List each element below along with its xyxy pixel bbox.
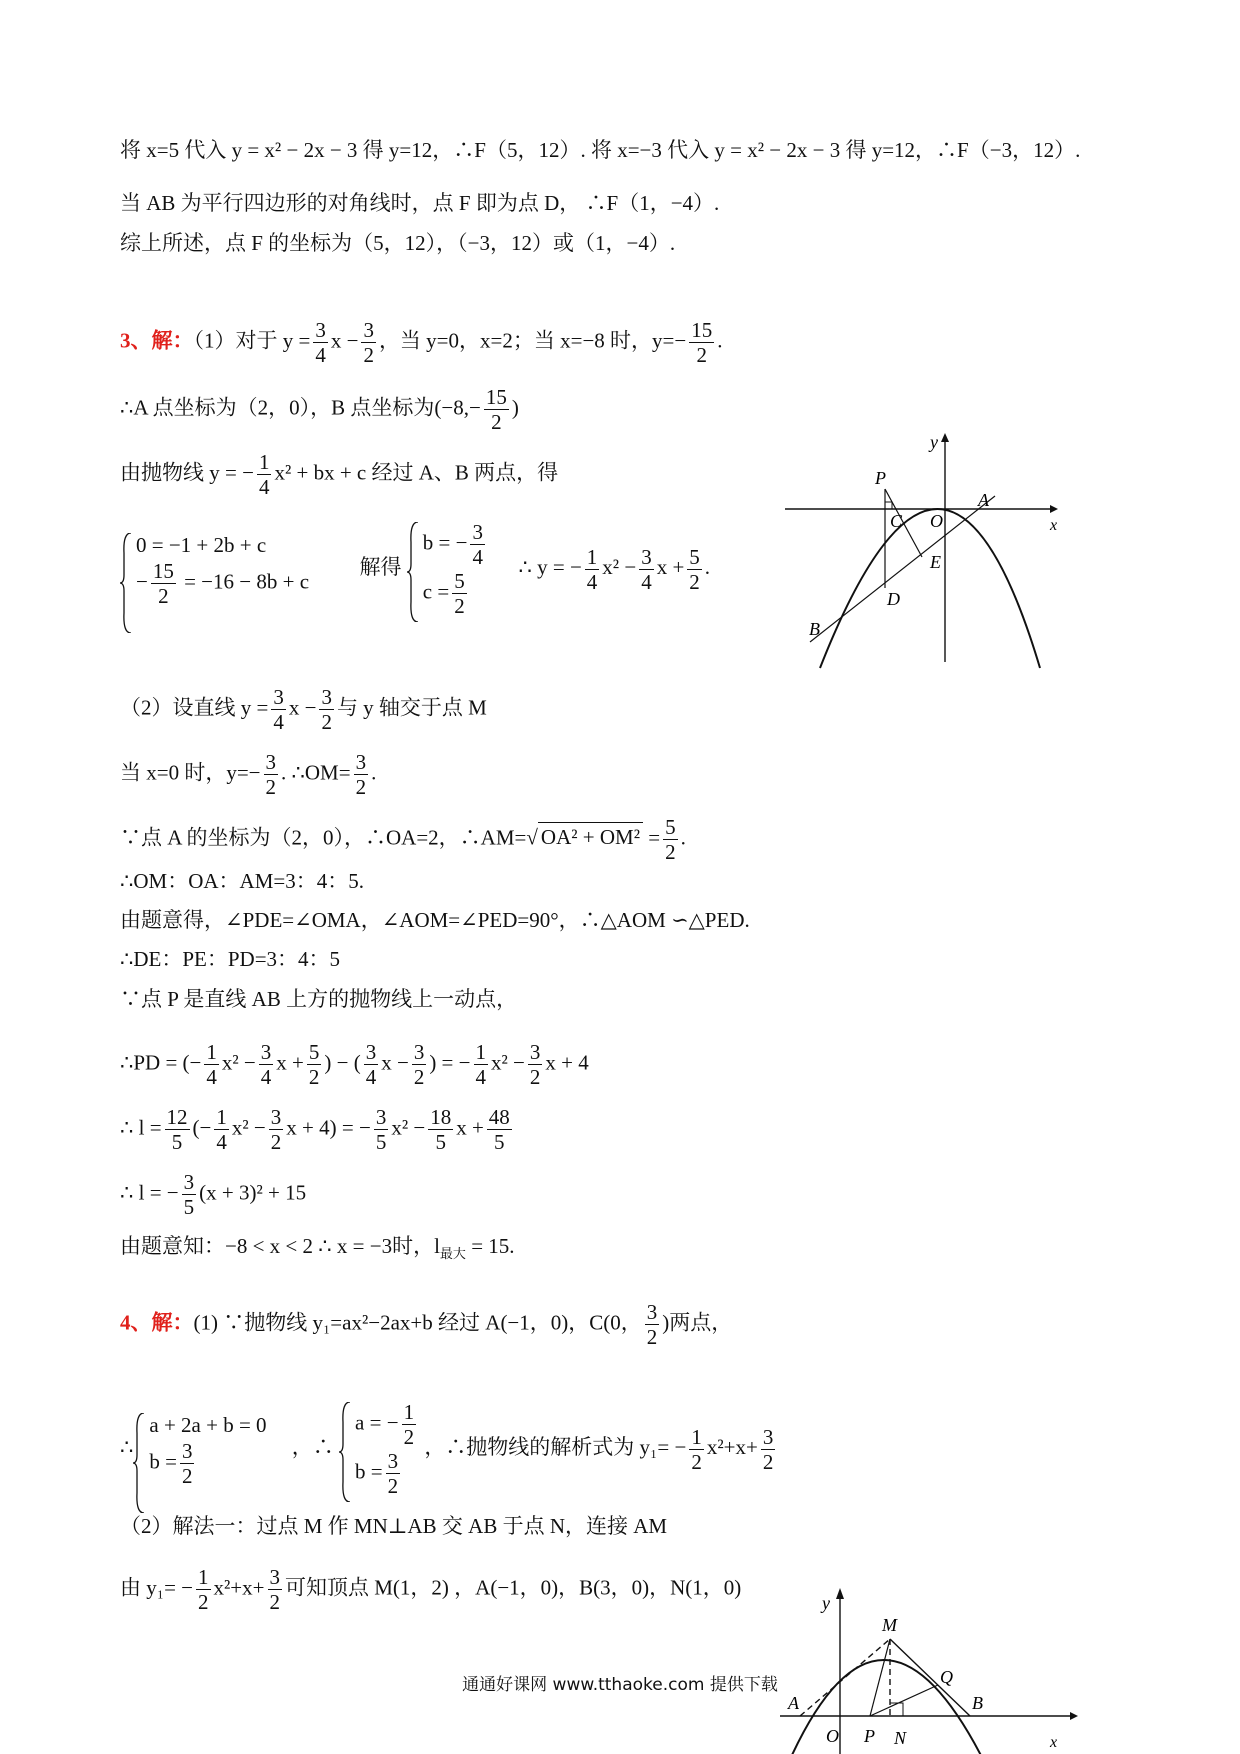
q4-system: ∴ a + 2a + b = 0 b = $\frac{3}{2}$ ，∴ a = − $\frac{1}{2}$ b = $\frac{3}{2}$ ，∴抛物线的解析式为 y₁= − $\frac{1}{2}$ x²+x+ $\frac{3}{2}$	[120, 1400, 778, 1498]
svg-text:D: D	[887, 589, 900, 609]
q2-line3: 综上所述，点 F 的坐标为（5，12），（−3，12）或（1，−4）.	[120, 231, 676, 255]
q3-l-vertex: ∴ l = − $\frac{3}{5}$ (x + 3)² + 15	[120, 1170, 307, 1219]
q3-range: 由题意知：−8 < x < 2 ∴ x = −3时，$l_{最大} = 15$.	[120, 1234, 515, 1262]
svg-text:y: y	[822, 1593, 830, 1613]
svg-text:B: B	[972, 1693, 983, 1713]
q4-vertex: 由 y₁= − $\frac{1}{2}$ x²+x+ $\frac{3}{2}$ 可知顶点 M(1，2) ，A(−1，0)，B(3，0)，N(1，0)	[120, 1565, 742, 1614]
svg-text:M: M	[882, 1615, 897, 1635]
q3-system: 0 = −1 + 2b + c − $\frac{15}{2}$ = −16 − 8b + c 解得 b = − $\frac{3}{4}$ c = $\frac{5}{2}$ ∴ y = − $\frac{1}{4}$ x² − $\frac{3}{4}$ x + $\frac{5}{2}$ .	[120, 520, 710, 618]
parabola-figure-1	[785, 430, 1065, 670]
q3-p-moving: ∵点 P 是直线 AB 上方的抛物线上一动点，	[120, 987, 518, 1011]
svg-text:A: A	[978, 490, 989, 510]
svg-text:Q: Q	[940, 1667, 953, 1687]
svg-text:P: P	[864, 1726, 875, 1746]
q3-similar: 由题意得，∠PDE=∠OMA，∠AOM=∠PED=90°，∴△AOM ∽△PED.	[120, 908, 750, 932]
q4-part2: （2）解法一：过点 M 作 MN⊥AB 交 AB 于点 N，连接 AM	[120, 1514, 668, 1538]
svg-text:C: C	[890, 511, 903, 531]
svg-text:A: A	[788, 1693, 799, 1713]
equation-system: 0 = −1 + 2b + c − $\frac{15}{2}$ = −16 − 8b + c	[120, 531, 309, 608]
svg-text:P: P	[875, 468, 886, 488]
q3-part2: （2）设直线 y = $\frac{3}{4}$ x − $\frac{3}{2}$ 与 y 轴交于点 M	[120, 685, 487, 734]
q3-points: ∴A 点坐标为（2，0），B 点坐标为(−8,− $\frac{15}{2}$ )	[120, 385, 519, 434]
q2-line2: 当 AB 为平行四边形的对角线时，点 F 即为点 D， ∴F（1，−4）.	[120, 191, 720, 215]
q4-equation-system: a + 2a + b = 0 b = $\frac{3}{2}$	[133, 1411, 266, 1488]
q3-ratio2: ∴DE：PE：PD=3：4：5	[120, 947, 341, 971]
q3-parabola: 由抛物线 y = − $\frac{1}{4}$ x² + bx + c 经过 A、B 两点，得	[120, 450, 559, 499]
svg-text:B: B	[809, 619, 820, 639]
svg-text:N: N	[894, 1728, 907, 1748]
svg-text:y: y	[930, 432, 938, 452]
svg-text:E: E	[930, 552, 941, 572]
q3-ratio1: ∴OM：OA：AM=3：4：5.	[120, 869, 364, 893]
svg-text:O: O	[826, 1726, 839, 1746]
q4-solution-system: a = − $\frac{1}{2}$ b = $\frac{3}{2}$	[339, 1400, 419, 1498]
q3-l-expr: ∴ l = $\frac{12}{5}$ (− $\frac{1}{4}$ x² − $\frac{3}{2}$ x + 4) = − $\frac{3}{5}$ x² − $\frac{18}{5}$ x + $\frac{48}{5}$	[120, 1105, 510, 1154]
q3-om: 当 x=0 时，y=− $\frac{3}{2}$ . ∴OM= $\frac{3}{2}$ .	[120, 750, 377, 799]
q3-pd: ∴PD = (− $\frac{1}{4}$ x² − $\frac{3}{4}$ x + $\frac{5}{2}$ ) − ( $\frac{3}{4}$ x − $\frac{3}{2}$ ) = − $\frac{1}{4}$ x² − $\frac{3}{2}$ x + 4	[120, 1040, 589, 1089]
q3-am: ∵点 A 的坐标为（2，0），∴OA=2，∴AM=√ OA² + OM² = $\frac{5}{2}$ .	[120, 815, 686, 864]
solution-system: b = − $\frac{3}{4}$ c = $\frac{5}{2}$	[407, 520, 488, 618]
svg-text:O: O	[930, 511, 943, 531]
svg-text:x: x	[1050, 1734, 1058, 1751]
q3-part1: 3、解：（1）对于 y = $\frac{3}{4}$ x − $\frac{3}{2}$ ，当 y=0，x=2；当 x=−8 时，y=− $\frac{15}{2}$ .	[120, 318, 723, 367]
q2-line1: 将 x=5 代入 y = x² − 2x − 3 得 y=12，∴F（5，12）. 将 x=−3 代入 y = x² − 2x − 3 得 y=12，∴F（−3，12）.	[120, 138, 1081, 162]
q4-part1: 4、解：(1) ∵抛物线 y₁=ax²−2ax+b 经过 A(−1，0)，C(0， $\frac{3}{2}$ )两点，	[120, 1300, 733, 1349]
page-footer: 通通好课网 www.tthaoke.com 提供下载	[462, 1675, 778, 1695]
svg-text:x: x	[1050, 517, 1058, 534]
